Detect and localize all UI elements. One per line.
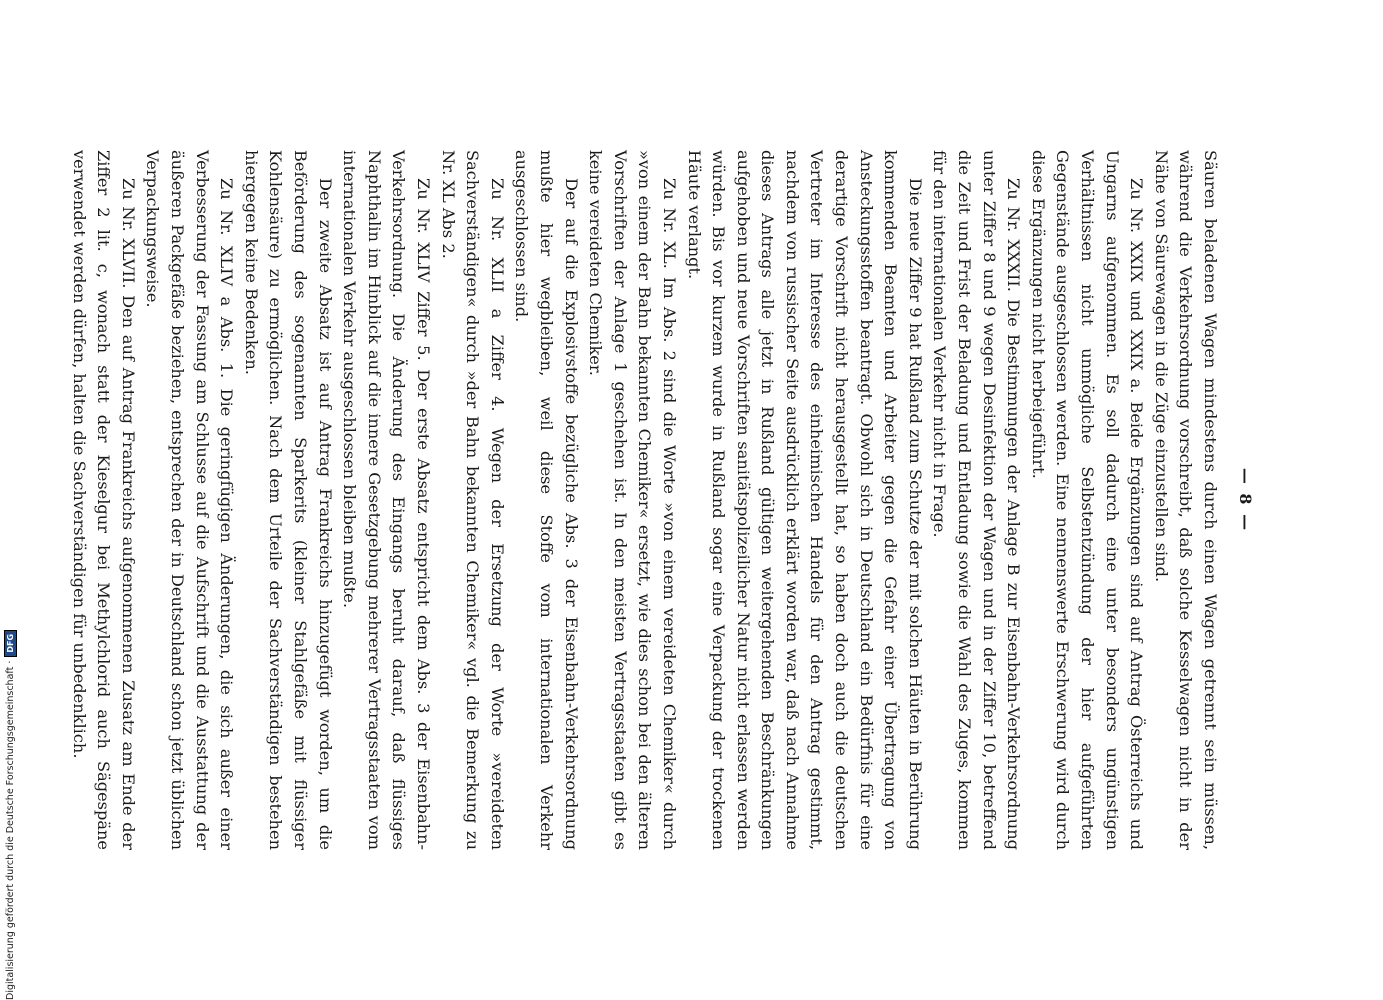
paragraph: Zu Nr. XXIX und XXIX a. Beide Ergänzungen sind auf Antrag Österreichs und Ungarns aufgenommen. Es soll dadurch eine unter besonders ungünstigen Verhältnissen nicht unmögliche Selbstentzündung der hier aufgeführten Gegenstände ausgeschlossen werden. Eine nennenswerte Erschwerung wird durch diese Ergänzungen nicht herbeigeführt. <box>1028 150 1147 850</box>
paragraph: Der zweite Absatz ist auf Antrag Frankreichs hinzugefügt worden, um die Beförderung des sogenannten Sparkerits (kleiner Stahlgefäße mit flüssiger Kohlensäure) zu ermöglichen. Nach dem Urteile der Sachverständigen bestehen hiergegen keine Bedenken. <box>241 150 335 850</box>
paragraph: Der auf die Explosivstoffe bezügliche Abs. 3 der Eisenbahn-Verkehrsordnung mußte hier wegbleiben, weil diese Stoffe vom internationalen Verkehr ausgeschlossen sind. <box>512 150 581 850</box>
document-page <box>69 150 1255 850</box>
credit-text: Digitalisierung gefördert durch die Deutsche Forschungsgemeinschaft · <box>4 660 16 1000</box>
paragraph: Zu Nr. XLIV Ziffer 5. Der erste Absatz entspricht dem Abs. 3 der Eisenbahn-Verkehrsordnung. Die Änderung des Eingangs beruht darauf, daß flüssiges Naphthalin im Hinblick auf die innere Gesetzgebung mehrerer Vertragsstaaten vom internationalen Verkehr ausgeschlossen bleiben mußte. <box>340 150 433 850</box>
paragraph: Zu Nr. XL. Im Abs. 2 sind die Worte »von einem vereideten Chemiker« durch »von einem der Bahn bekannten Chemiker« ersetzt, wie dies schon bei den älteren Vorschriften der Anlage 1 geschehen ist. In den meisten Vertragsstaaten gibt es keine vereideten Chemiker. <box>586 150 679 850</box>
paragraph: Die neue Ziffer 9 hat Rußland zum Schutze der mit solchen Häuten in Berührung kommenden Beamten und Arbeiter gegen die Gefahr einer Übertragung von Ansteckungsstoffen beantragt. Obwohl sich in Deutschland ein Bedürfnis für eine derartige Vorschrift nicht herausgestellt hat, so haben doch auch die deutschen Vertreter im Interesse des einheimischen Handels für den Antrag gestimmt, nachdem von russischer Seite ausdrücklich erklärt worden war, daß nach Annahme dieses Antrags alle jetzt in Rußland gültigen weitergehenden Beschränkungen aufgehoben und neue Vorschriften sanitätspolizeilicher Natur nicht erlassen werden würden. Bis vor kurzem wurde in Rußland sogar eine Verpackung der trockenen Häute verlangt. <box>684 150 925 850</box>
digitization-credit <box>2 600 18 1000</box>
paragraph: Säuren beladenen Wagen mindestens durch einen Wagen getrennt sein müssen, während die Verkehrsordnung vorschreibt, daß solche Kesselwagen nicht in der Nähe von Säurewagen in die Züge einzustellen sind. <box>1151 150 1220 850</box>
paragraph: Zu Nr. XLII a Ziffer 4. Wegen der Ersetzung der Worte »vereideten Sachverständigen« durch »der Bahn bekannten Chemiker« vgl. die Bemerkung zu Nr. XL Abs 2. <box>438 150 507 850</box>
paragraph: Zu Nr. XLVII. Den auf Antrag Frankreichs aufgenommenen Zusatz am Ende der Ziffer 2 lit. c, wonach statt der Kieselgur bei Methylchlorid auch Sägespäne verwendet werden dürfen, halten die Sachverständigen für unbedenklich. <box>69 150 138 850</box>
page-number: — 8 — <box>1236 467 1255 533</box>
dfg-logo: DFG <box>4 630 17 657</box>
body-text <box>66 150 1222 850</box>
paragraph: Zu Nr. XLIV a Abs. 1. Die geringfügigen Änderungen, die sich außer einer Verbesserung der Fassung am Schlusse auf die Aufschrift und die Ausstattung der äußeren Packgefäße beziehen, entsprechen der in Deutschland schon jetzt üblichen Verpackungsweise. <box>143 150 237 850</box>
paragraph: Zu Nr. XXXII. Die Bestimmungen der Anlage B zur Eisenbahn-Verkehrsordnung unter Ziffer 8 und 9 wegen Desinfektion der Wagen und in der Ziffer 10, betreffend die Zeit und Frist der Beladung und Entladung sowie die Wahl des Zuges, kommen für den internationalen Verkehr nicht in Frage. <box>930 150 1024 850</box>
